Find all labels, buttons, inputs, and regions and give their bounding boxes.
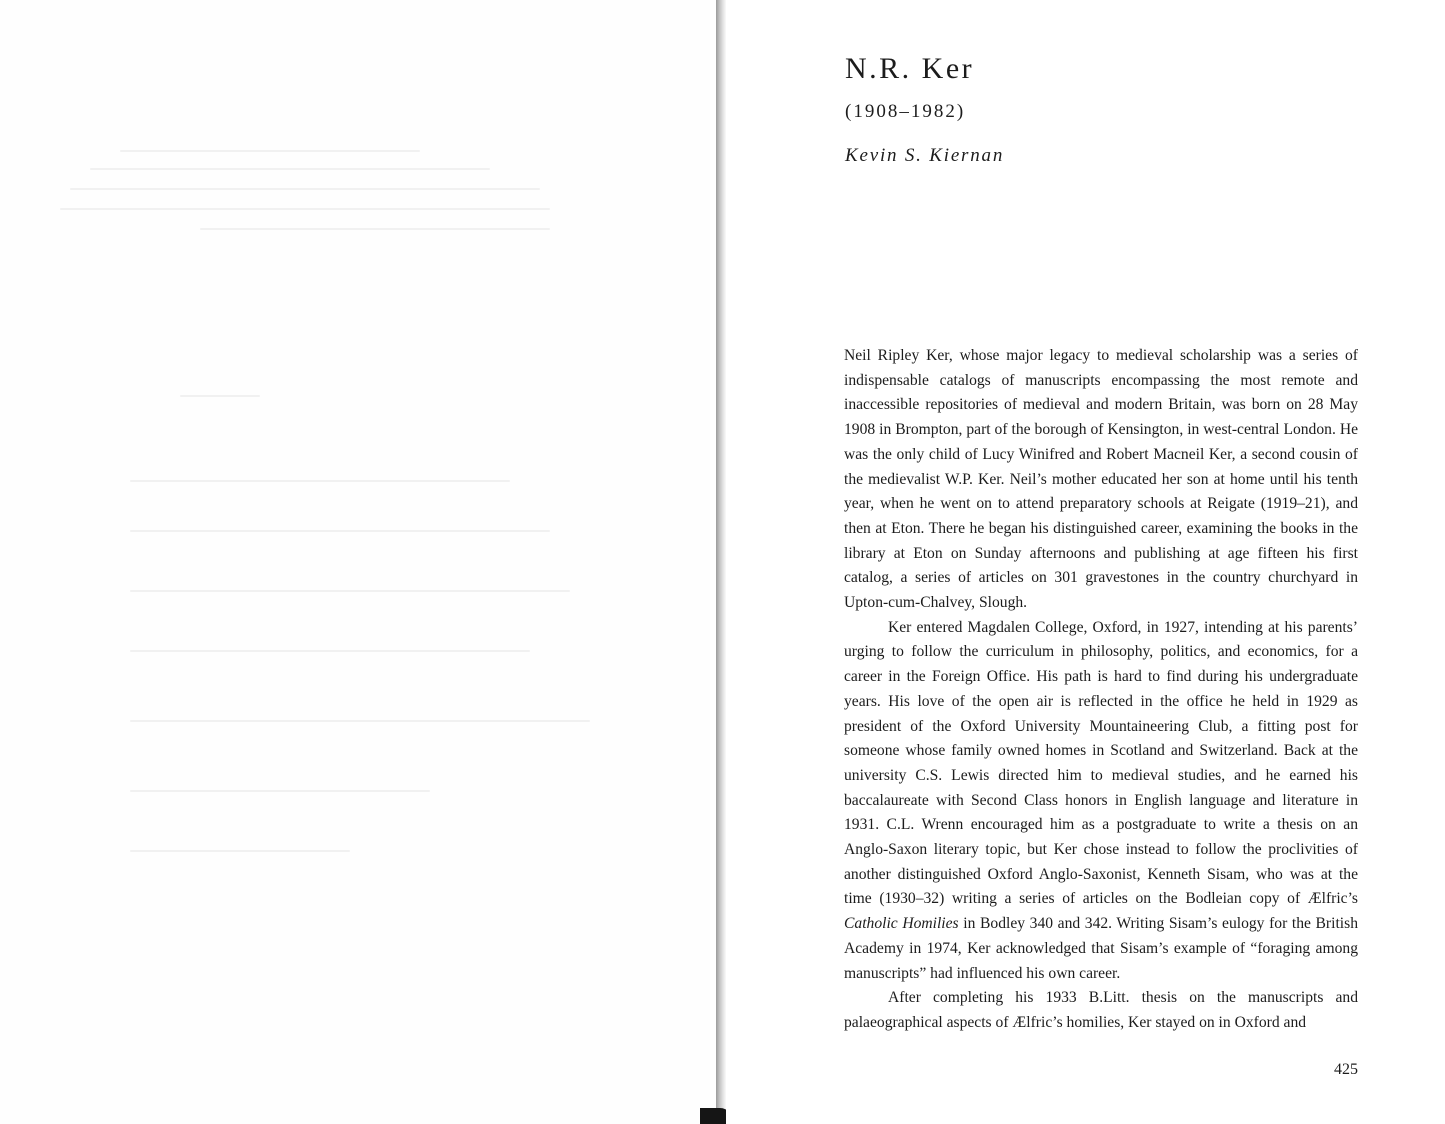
show-through-line [130,790,430,792]
show-through-line [180,395,260,397]
italic-title: Catholic Homilies [844,915,959,933]
show-through-line [90,168,490,170]
show-through-line [130,480,510,482]
show-through-line [130,590,570,592]
left-page-blank [0,0,716,1124]
show-through-line [70,188,540,190]
page-number: 425 [1334,1061,1358,1078]
show-through-line [60,208,550,210]
body-paragraph: After completing his 1933 B.Litt. thesis on the manuscripts and palaeographical aspects of Ælfric’s homilies, Ker stayed on in Oxford and [844,989,1358,1031]
paragraph-text: in Bodley 340 and 342. Writing Sisam’s eulogy for the British Academy in 1974, Ker acknowledged that Sisam’s example of “foraging among manuscripts” had influenced his own career. [844,915,1358,982]
book-gutter [716,0,726,1124]
article-body [844,344,1358,1036]
body-paragraph [844,616,1358,987]
right-page [726,0,1445,1124]
show-through-line [120,150,420,152]
life-dates: (1908–1982) [845,101,966,122]
paragraph-text: Ker entered Magdalen College, Oxford, in 1927, intending at his parents’ urging to follow the curriculum in philosophy, politics, and economics, for a career in the Foreign Office. His path is hard to find during his undergraduate years. His love of the open air is reflected in the office he held in 1929 as president of the Oxford University Mountaineering Club, a fitting post for someone whose family owned homes in Scotland and Switzerland. Back at the university C.S. Lewis directed him to medieval studies, and he earned his baccalaureate with Second Class honors in English language and literature in 1931. C.L. Wrenn encouraged him as a postgraduate to write a thesis on an Anglo-Saxon literary topic, but Ker chose instead to follow the proclivities of another distinguished Oxford Anglo-Saxonist, Kenneth Sisam, who was at the time (1930–32) writing a series of articles on the Bodleian copy of Ælfric’s [844,618,1358,908]
article-title: N.R. Ker [845,52,975,85]
body-paragraph: Neil Ripley Ker, whose major legacy to medieval scholarship was a series of indispensable catalogs of manuscripts encompassing the most remote and inaccessible repositories of medieval and modern Britain, was born on 28 May 1908 in Brompton, part of the borough of Kensington, in west-central London. He was the only child of Lucy Winifred and Robert Macneil Ker, a second cousin of the medievalist W.P. Ker. Neil’s mother educated her son at home until his tenth year, when he went on to attend preparatory schools at Reigate (1919–21), and then at Eton. There he began his distinguished career, examining the books in the library at Eton on Sunday afternoons and publishing at age fifteen his first catalog, a series of articles on 301 gravestones in the country churchyard in Upton-cum-Chalvey, Slough. [844,347,1358,612]
show-through-line [130,720,590,722]
show-through-line [130,650,530,652]
show-through-line [200,228,550,230]
show-through-line [130,850,350,852]
show-through-line [130,530,550,532]
article-author: Kevin S. Kiernan [845,145,1005,166]
